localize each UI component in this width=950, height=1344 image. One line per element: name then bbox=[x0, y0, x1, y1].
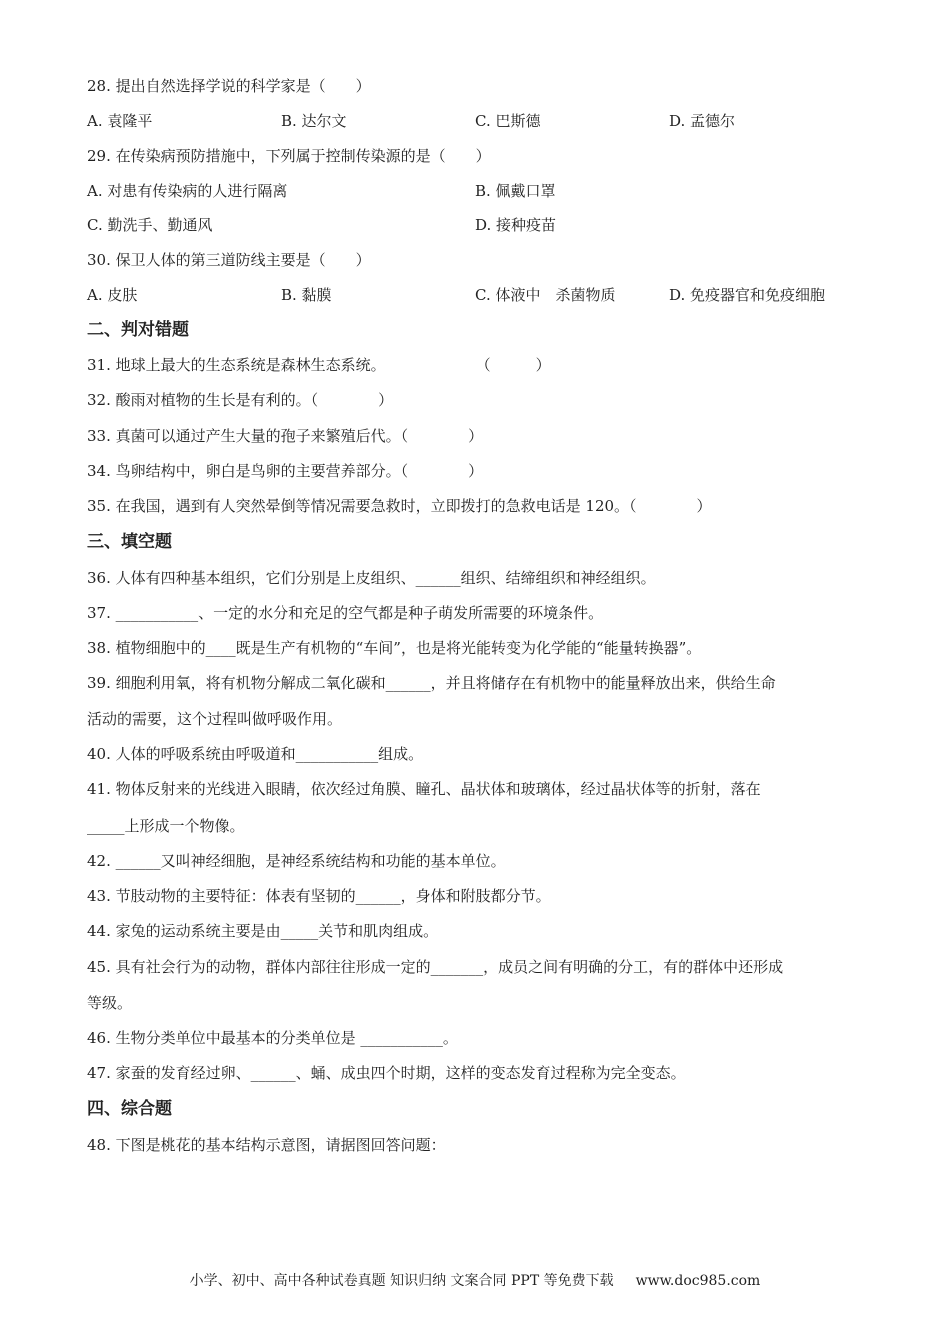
question-28-option-c: C. 巴斯德 bbox=[475, 112, 541, 130]
question-30-option-d: D. 免疫器官和免疫细胞 bbox=[669, 286, 826, 304]
question-43: 43. 节肢动物的主要特征：体表有坚韧的______，身体和附肢都分节。 bbox=[87, 887, 551, 905]
question-37: 37. ___________、一定的水分和充足的空气都是种子萌发所需要的环境条件。 bbox=[87, 604, 604, 622]
question-28-option-a: A. 袁隆平 bbox=[87, 112, 153, 130]
question-34: 34. 鸟卵结构中，卵白是鸟卵的主要营养部分。（ ） bbox=[87, 462, 484, 480]
question-48: 48. 下图是桃花的基本结构示意图，请据图回答问题： bbox=[87, 1136, 446, 1154]
question-30-option-c: C. 体液中 杀菌物质 bbox=[475, 286, 616, 304]
question-42: 42. ______又叫神经细胞，是神经系统结构和功能的基本单位。 bbox=[87, 852, 506, 870]
question-32: 32. 酸雨对植物的生长是有利的。（ ） bbox=[87, 391, 394, 409]
question-39-line-2: 活动的需要，这个过程叫做呼吸作用。 bbox=[87, 710, 343, 728]
question-28-stem: 28. 提出自然选择学说的科学家是（ ） bbox=[87, 77, 371, 95]
question-39-line-1: 39. 细胞利用氧，将有机物分解成二氧化碳和______，并且将储存在有机物中的能量释放出来，供给生命 bbox=[87, 674, 776, 692]
question-28-option-b: B. 达尔文 bbox=[281, 112, 347, 130]
section-heading-comprehensive: 四、综合题 bbox=[87, 1099, 172, 1119]
question-29-option-b: B. 佩戴口罩 bbox=[475, 182, 556, 200]
question-29-option-d: D. 接种疫苗 bbox=[475, 216, 557, 234]
question-40: 40. 人体的呼吸系统由呼吸道和___________组成。 bbox=[87, 745, 424, 763]
question-30-option-a: A. 皮肤 bbox=[87, 286, 138, 304]
question-36: 36. 人体有四种基本组织，它们分别是上皮组织、______组织、结缔组织和神经组织。 bbox=[87, 569, 656, 587]
question-35: 35. 在我国，遇到有人突然晕倒等情况需要急救时，立即拨打的急救电话是 120。（ ） bbox=[87, 497, 712, 515]
section-heading-fill: 三、填空题 bbox=[87, 532, 172, 552]
question-41-line-1: 41. 物体反射来的光线进入眼睛，依次经过角膜、瞳孔、晶状体和玻璃体，经过晶状体等的折射，落在 bbox=[87, 780, 761, 798]
question-45-line-1: 45. 具有社会行为的动物，群体内部往往形成一定的_______，成员之间有明确的分工，有的群体中还形成 bbox=[87, 958, 784, 976]
footer-text: 小学、初中、高中各种试卷真题 知识归纳 文案合同 PPT 等免费下载 bbox=[189, 1273, 614, 1289]
question-46: 46. 生物分类单位中最基本的分类单位是 ___________。 bbox=[87, 1029, 458, 1047]
question-31: 31. 地球上最大的生态系统是森林生态系统。 （ ） bbox=[87, 356, 551, 374]
question-41-line-2: _____上形成一个物像。 bbox=[87, 817, 245, 835]
question-29-option-a: A. 对患有传染病的人进行隔离 bbox=[87, 182, 288, 200]
question-30-stem: 30. 保卫人体的第三道防线主要是（ ） bbox=[87, 251, 371, 269]
question-44: 44. 家兔的运动系统主要是由_____关节和肌肉组成。 bbox=[87, 922, 439, 940]
question-30-option-b: B. 黏膜 bbox=[281, 286, 332, 304]
question-33: 33. 真菌可以通过产生大量的孢子来繁殖后代。（ ） bbox=[87, 427, 484, 445]
footer-link[interactable]: www.doc985.com bbox=[635, 1273, 761, 1289]
page-footer bbox=[0, 1270, 950, 1290]
question-45-line-2: 等级。 bbox=[87, 994, 133, 1012]
question-29-option-c: C. 勤洗手、勤通风 bbox=[87, 216, 213, 234]
question-38: 38. 植物细胞中的____既是生产有机物的“车间”，也是将光能转变为化学能的“能量转换器”。 bbox=[87, 639, 702, 657]
question-28-option-d: D. 孟德尔 bbox=[669, 112, 736, 130]
question-47: 47. 家蚕的发育经过卵、______、蛹、成虫四个时期，这样的变态发育过程称为完全变态。 bbox=[87, 1064, 686, 1082]
section-heading-judge: 二、判对错题 bbox=[87, 320, 189, 340]
question-29-stem: 29. 在传染病预防措施中，下列属于控制传染源的是（ ） bbox=[87, 147, 491, 165]
